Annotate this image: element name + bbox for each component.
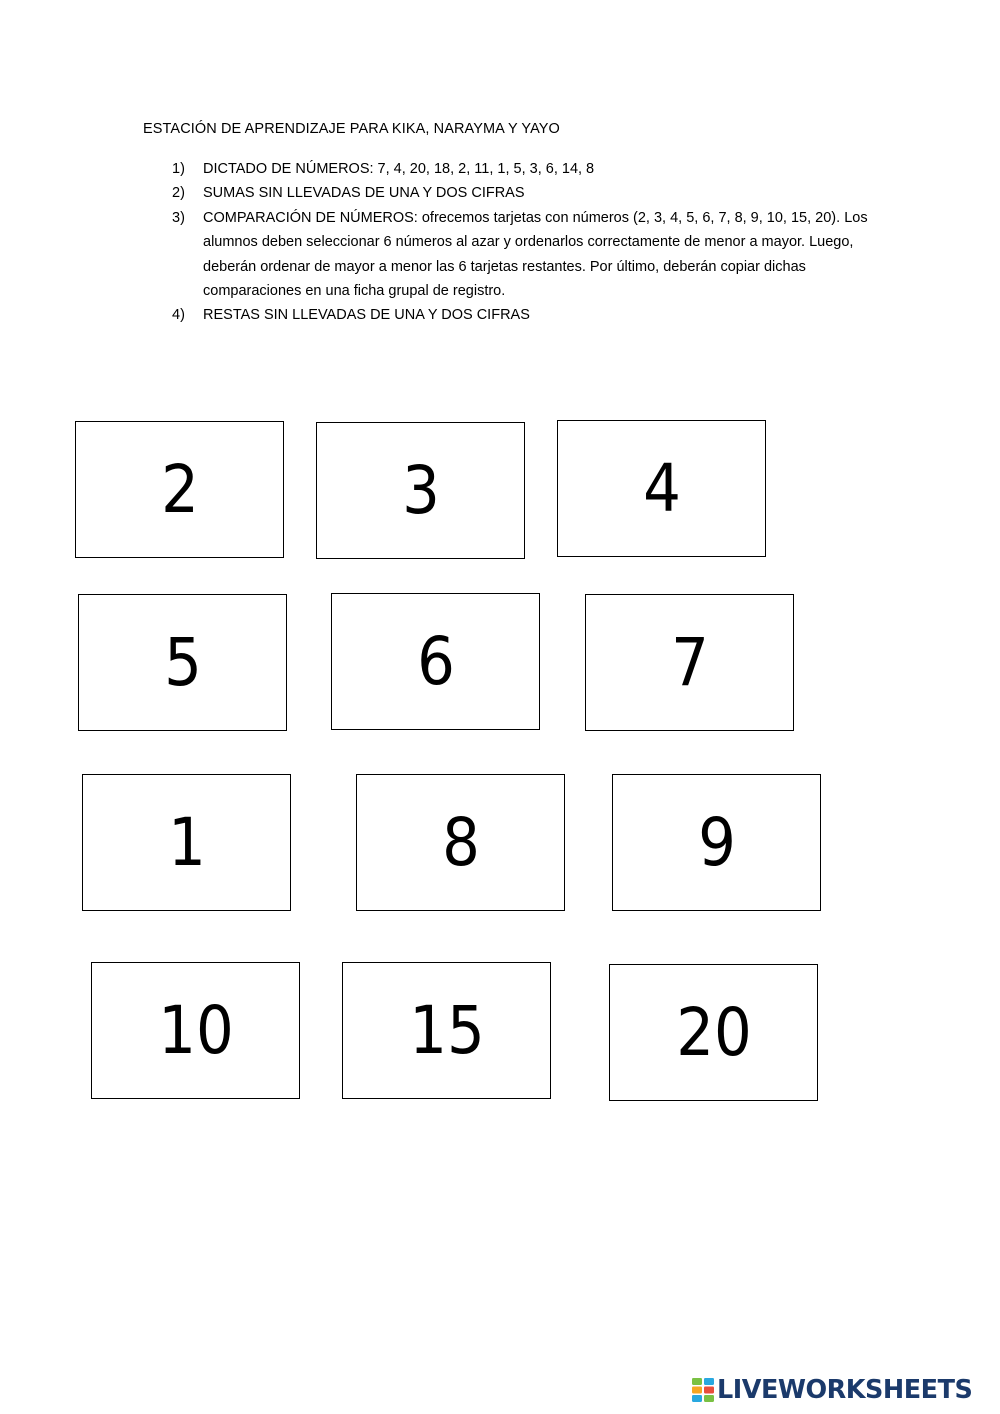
number-card-value: 7	[670, 623, 709, 701]
instruction-text: COMPARACIÓN DE NÚMEROS: ofrecemos tarjetas con números (2, 3, 4, 5, 6, 7, 8, 9, 10, 15, 20). Los alumnos deben seleccionar 6 números al azar y ordenarlos correctamente de menor a mayor. Luego, deberán ordenar de mayor a menor las 6 tarjetas restantes. Por último, deberán copiar dichas comparaciones en una ficha grupal de registro.	[203, 209, 868, 300]
number-card[interactable]	[316, 422, 525, 559]
instruction-text: DICTADO DE NÚMEROS: 7, 4, 20, 18, 2, 11, 1, 5, 3, 6, 14, 8	[203, 161, 595, 177]
number-card[interactable]	[82, 774, 291, 911]
instruction-number: 2)	[172, 185, 185, 202]
liveworksheets-logo-icon	[691, 1377, 715, 1403]
instruction-number: 3)	[172, 209, 185, 226]
document-title: ESTACIÓN DE APRENDIZAJE PARA KIKA, NARAYMA Y YAYO	[143, 121, 560, 137]
instruction-item	[172, 303, 872, 327]
number-card-value: 4	[642, 449, 681, 527]
number-card-value: 20	[675, 993, 752, 1071]
number-card-value: 1	[167, 803, 206, 881]
instruction-number: 1)	[172, 161, 185, 177]
instruction-item	[172, 206, 872, 304]
number-card-value: 2	[160, 450, 199, 528]
number-card-value: 10	[157, 991, 234, 1069]
number-card[interactable]	[612, 774, 821, 911]
instruction-list	[172, 157, 872, 328]
number-card[interactable]	[356, 774, 565, 911]
liveworksheets-logo	[691, 1375, 978, 1405]
instruction-number: 4)	[172, 307, 185, 324]
number-card-value: 8	[441, 803, 480, 881]
instruction-text: RESTAS SIN LLEVADAS DE UNA Y DOS CIFRAS	[203, 307, 530, 324]
number-card[interactable]	[78, 594, 287, 731]
number-card[interactable]	[609, 964, 818, 1101]
number-card-value: 3	[401, 451, 440, 529]
number-card[interactable]	[342, 962, 551, 1099]
instruction-text: SUMAS SIN LLEVADAS DE UNA Y DOS CIFRAS	[203, 185, 525, 202]
number-card[interactable]	[331, 593, 540, 730]
instruction-item	[172, 181, 872, 205]
number-card-value: 15	[408, 991, 485, 1069]
number-card-value: 6	[416, 622, 455, 700]
number-card-value: 5	[163, 623, 202, 701]
liveworksheets-logo-text: LIVEWORKSHEETS	[717, 1375, 973, 1405]
number-card[interactable]	[557, 420, 766, 557]
number-card[interactable]	[75, 421, 284, 558]
number-card-value: 9	[697, 803, 736, 881]
number-card[interactable]	[91, 962, 300, 1099]
instruction-item	[172, 157, 872, 181]
number-card[interactable]	[585, 594, 794, 731]
